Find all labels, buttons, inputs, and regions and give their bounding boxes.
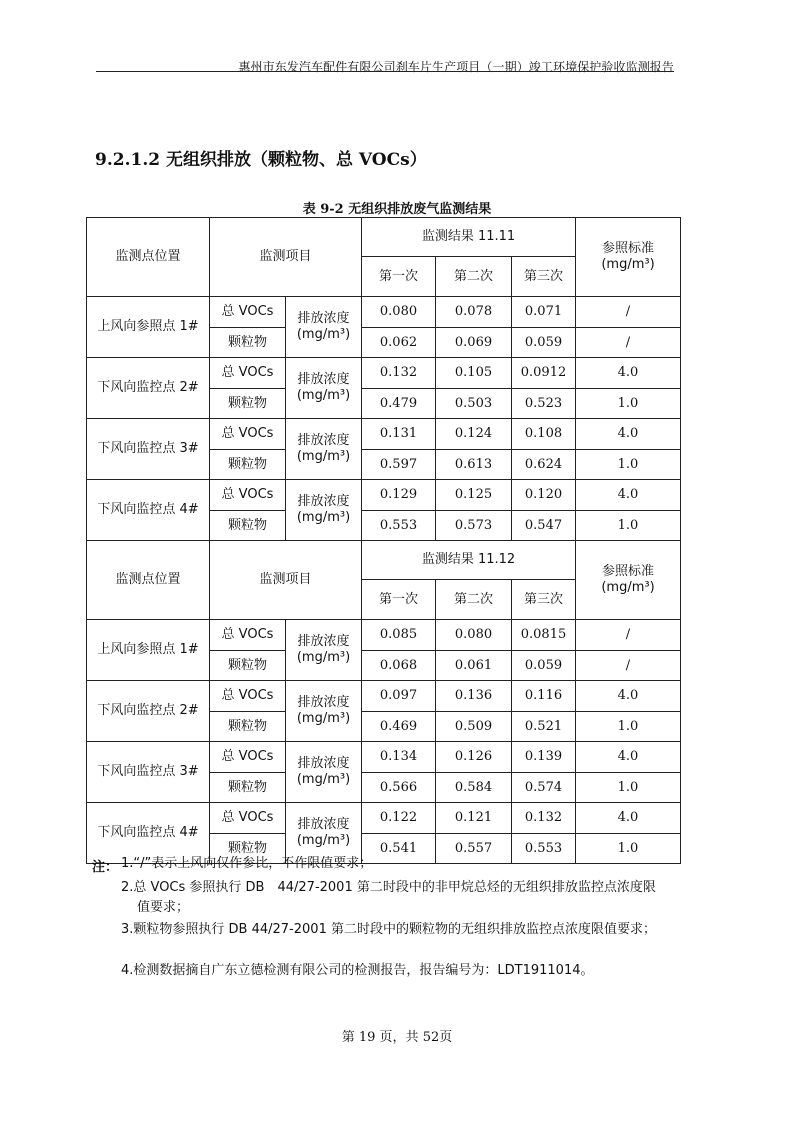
- reference-value: 1.0: [576, 450, 681, 480]
- value-round-1: 0.134: [362, 742, 436, 773]
- reference-value: /: [576, 297, 681, 328]
- concentration-label: 排放浓度: [297, 311, 350, 326]
- value-round-2: 0.126: [436, 742, 512, 773]
- header-round-2: 第二次: [436, 580, 512, 620]
- value-round-2: 0.557: [436, 834, 512, 864]
- section-title: 9.2.1.2 无组织排放（颗粒物、总 VOCs）: [95, 150, 427, 170]
- value-round-1: 0.479: [362, 389, 436, 419]
- table-caption: 表 9-2 无组织排放废气监测结果: [302, 202, 492, 217]
- concentration-label: 排放浓度: [297, 433, 350, 448]
- value-round-1: 0.129: [362, 480, 436, 511]
- reference-value: 4.0: [576, 358, 681, 389]
- item-cell: 颗粒物: [210, 651, 286, 681]
- value-round-3: 0.071: [512, 297, 576, 328]
- value-round-3: 0.059: [512, 328, 576, 358]
- value-round-1: 0.469: [362, 712, 436, 742]
- page-number: 第 19 页，共 52页: [341, 1030, 453, 1045]
- concentration-cell: [286, 681, 362, 742]
- location-cell: 下风向监控点 4#: [87, 480, 210, 541]
- reference-value: 1.0: [576, 834, 681, 864]
- location-cell: 下风向监控点 2#: [87, 681, 210, 742]
- value-round-3: 0.624: [512, 450, 576, 480]
- concentration-cell: [286, 620, 362, 681]
- concentration-label: 排放浓度: [297, 634, 350, 649]
- header-reference: [576, 218, 681, 297]
- header-round-3: 第三次: [512, 257, 576, 297]
- value-round-2: 0.503: [436, 389, 512, 419]
- reference-value: 1.0: [576, 389, 681, 419]
- header-result-date: 监测结果 11.12: [362, 541, 576, 580]
- value-round-1: 0.132: [362, 358, 436, 389]
- reference-value: 4.0: [576, 419, 681, 450]
- concentration-label: 排放浓度: [297, 817, 350, 832]
- concentration-unit: (mg/m³): [296, 449, 351, 464]
- value-round-3: 0.0815: [512, 620, 576, 651]
- notes-label: 注：: [92, 860, 119, 875]
- item-cell: 总 VOCs: [210, 358, 286, 389]
- value-round-2: 0.121: [436, 803, 512, 834]
- value-round-3: 0.132: [512, 803, 576, 834]
- item-cell: 总 VOCs: [210, 480, 286, 511]
- value-round-2: 0.105: [436, 358, 512, 389]
- concentration-unit: (mg/m³): [296, 388, 351, 403]
- location-cell: 下风向监控点 2#: [87, 358, 210, 419]
- value-round-1: 0.566: [362, 773, 436, 803]
- reference-value: 4.0: [576, 742, 681, 773]
- value-round-3: 0.553: [512, 834, 576, 864]
- table-row: [87, 742, 681, 773]
- concentration-cell: [286, 419, 362, 480]
- value-round-3: 0.574: [512, 773, 576, 803]
- note-2-continued: 值要求；: [137, 900, 190, 915]
- value-round-2: 0.136: [436, 681, 512, 712]
- reference-value: 4.0: [576, 681, 681, 712]
- note-2: 2.总 VOCs 参照执行 DB 44/27-2001 第二时段中的非甲烷总烃的无组织排放监控点浓度限: [121, 880, 656, 895]
- value-round-3: 0.059: [512, 651, 576, 681]
- value-round-1: 0.068: [362, 651, 436, 681]
- item-cell: 颗粒物: [210, 773, 286, 803]
- table-row: [87, 297, 681, 328]
- value-round-2: 0.078: [436, 297, 512, 328]
- value-round-3: 0.116: [512, 681, 576, 712]
- concentration-unit: (mg/m³): [296, 650, 351, 665]
- value-round-3: 0.0912: [512, 358, 576, 389]
- concentration-unit: (mg/m³): [296, 510, 351, 525]
- value-round-1: 0.085: [362, 620, 436, 651]
- value-round-3: 0.139: [512, 742, 576, 773]
- note-4: 4.检测数据摘自广东立德检测有限公司的检测报告，报告编号为：LDT1911014。: [121, 963, 594, 978]
- header-round-2: 第二次: [436, 257, 512, 297]
- value-round-2: 0.584: [436, 773, 512, 803]
- table-row: [87, 419, 681, 450]
- value-round-2: 0.080: [436, 620, 512, 651]
- table-header-row: [87, 218, 681, 257]
- reference-value: 1.0: [576, 511, 681, 541]
- concentration-cell: [286, 742, 362, 803]
- reference-label: 参照标准: [601, 241, 654, 256]
- reference-value: 1.0: [576, 773, 681, 803]
- concentration-label: 排放浓度: [297, 372, 350, 387]
- note-3: 3.颗粒物参照执行 DB 44/27-2001 第二时段中的颗粒物的无组织排放监控点浓度限值要求；: [121, 922, 656, 937]
- reference-value: /: [576, 620, 681, 651]
- header-reference: [576, 541, 681, 620]
- item-cell: 颗粒物: [210, 834, 286, 864]
- concentration-label: 排放浓度: [297, 695, 350, 710]
- location-cell: 上风向参照点 1#: [87, 297, 210, 358]
- item-cell: 总 VOCs: [210, 620, 286, 651]
- reference-value: /: [576, 651, 681, 681]
- table-row: [87, 620, 681, 651]
- header-rule: [96, 71, 674, 72]
- table-row: [87, 803, 681, 834]
- header-location: 监测点位置: [87, 541, 210, 620]
- value-round-1: 0.131: [362, 419, 436, 450]
- value-round-2: 0.125: [436, 480, 512, 511]
- reference-value: 1.0: [576, 712, 681, 742]
- table-row: [87, 681, 681, 712]
- value-round-2: 0.061: [436, 651, 512, 681]
- value-round-3: 0.547: [512, 511, 576, 541]
- value-round-2: 0.613: [436, 450, 512, 480]
- note-1: 1.“/”表示上风向仅作参比，不作限值要求；: [121, 856, 373, 871]
- value-round-3: 0.523: [512, 389, 576, 419]
- item-cell: 总 VOCs: [210, 742, 286, 773]
- concentration-cell: [286, 297, 362, 358]
- value-round-1: 0.541: [362, 834, 436, 864]
- report-header: 惠州市东发汽车配件有限公司刹车片生产项目（一期）竣工环境保护验收监测报告: [238, 60, 674, 74]
- concentration-unit: (mg/m³): [296, 772, 351, 787]
- value-round-2: 0.509: [436, 712, 512, 742]
- value-round-1: 0.122: [362, 803, 436, 834]
- header-round-1: 第一次: [362, 257, 436, 297]
- reference-value: /: [576, 328, 681, 358]
- concentration-cell: [286, 358, 362, 419]
- value-round-2: 0.573: [436, 511, 512, 541]
- location-cell: 上风向参照点 1#: [87, 620, 210, 681]
- value-round-1: 0.097: [362, 681, 436, 712]
- value-round-2: 0.124: [436, 419, 512, 450]
- header-location: 监测点位置: [87, 218, 210, 297]
- header-item: 监测项目: [210, 541, 362, 620]
- value-round-1: 0.062: [362, 328, 436, 358]
- monitoring-table: [86, 217, 681, 864]
- reference-unit: (mg/m³): [601, 257, 655, 272]
- concentration-unit: (mg/m³): [296, 711, 351, 726]
- item-cell: 总 VOCs: [210, 681, 286, 712]
- item-cell: 总 VOCs: [210, 419, 286, 450]
- reference-value: 4.0: [576, 480, 681, 511]
- concentration-cell: [286, 480, 362, 541]
- value-round-3: 0.108: [512, 419, 576, 450]
- concentration-label: 排放浓度: [297, 756, 350, 771]
- header-round-1: 第一次: [362, 580, 436, 620]
- table-row: [87, 480, 681, 511]
- table-header-row: [87, 541, 681, 580]
- value-round-3: 0.521: [512, 712, 576, 742]
- value-round-1: 0.597: [362, 450, 436, 480]
- location-cell: 下风向监控点 3#: [87, 742, 210, 803]
- item-cell: 颗粒物: [210, 389, 286, 419]
- value-round-2: 0.069: [436, 328, 512, 358]
- header-round-3: 第三次: [512, 580, 576, 620]
- item-cell: 总 VOCs: [210, 803, 286, 834]
- concentration-unit: (mg/m³): [296, 327, 351, 342]
- value-round-1: 0.080: [362, 297, 436, 328]
- item-cell: 颗粒物: [210, 450, 286, 480]
- location-cell: 下风向监控点 4#: [87, 803, 210, 864]
- item-cell: 颗粒物: [210, 328, 286, 358]
- table-row: [87, 358, 681, 389]
- value-round-3: 0.120: [512, 480, 576, 511]
- item-cell: 总 VOCs: [210, 297, 286, 328]
- header-item: 监测项目: [210, 218, 362, 297]
- reference-label: 参照标准: [601, 564, 654, 579]
- item-cell: 颗粒物: [210, 712, 286, 742]
- item-cell: 颗粒物: [210, 511, 286, 541]
- concentration-unit: (mg/m³): [296, 833, 351, 848]
- reference-unit: (mg/m³): [601, 580, 655, 595]
- location-cell: 下风向监控点 3#: [87, 419, 210, 480]
- reference-value: 4.0: [576, 803, 681, 834]
- value-round-1: 0.553: [362, 511, 436, 541]
- concentration-label: 排放浓度: [297, 494, 350, 509]
- header-result-date: 监测结果 11.11: [362, 218, 576, 257]
